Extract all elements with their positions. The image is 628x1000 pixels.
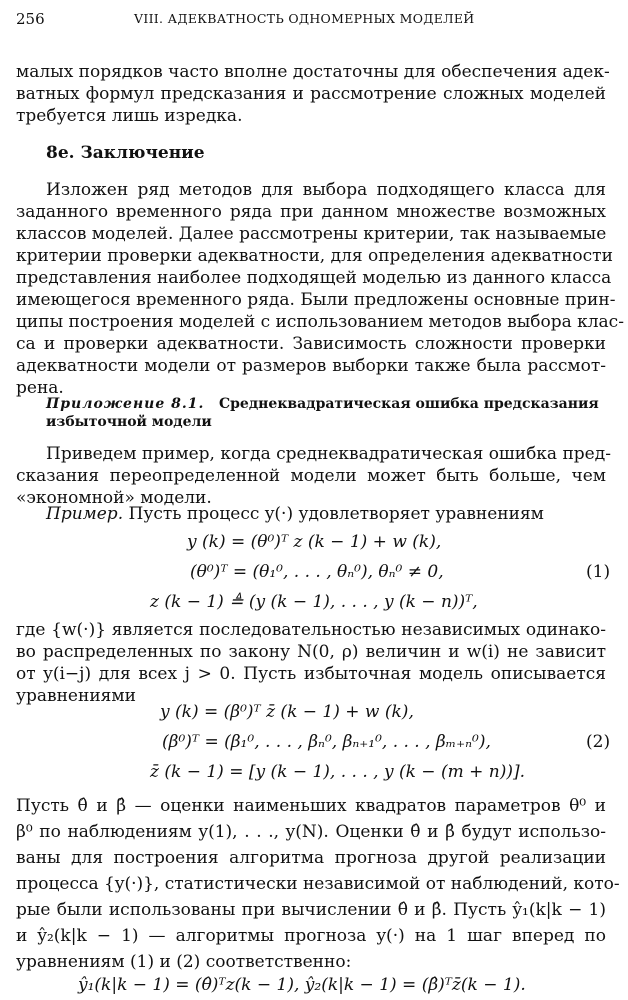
text-line: малых порядков часто вполне достаточны для обеспечения адек- <box>16 62 610 82</box>
text-line: во распределенных по закону N(0, ρ) величин и w(i) не зависит <box>16 642 606 662</box>
text-line: са и проверки адекватности. Зависимость сложности проверки <box>16 334 606 354</box>
text-line: ватных формул предсказания и рассмотрение сложных моделей <box>16 84 606 104</box>
example-text: Пусть процесс y(·) удовлетворяет уравнениям <box>128 504 544 524</box>
appendix-title-cont: избыточной модели <box>46 414 212 430</box>
text-line: где {w(·)} является последовательностью независимых одинако- <box>16 620 606 640</box>
text-line: ваны для построения алгоритма прогноза другой реализации <box>16 848 606 868</box>
text-line: критерии проверки адекватности, для определения адекватности <box>16 246 613 266</box>
text-line: уравнениям (1) и (2) соответственно: <box>16 952 352 972</box>
text-line: заданного временного ряда при данном множестве возможных <box>16 202 606 222</box>
appendix-heading <box>46 396 599 412</box>
equation-2-line-1: y (k) = (β⁰)ᵀ z̄ (k − 1) + w (k), <box>160 702 414 722</box>
equation-3: ŷ₁(k|k − 1) = (θ̂)ᵀz(k − 1), ŷ₂(k|k − 1) = (β̂)ᵀz̄(k − 1). <box>78 975 526 995</box>
text-line: Пусть θ̂ и β̂ — оценки наименьших квадратов параметров θ⁰ и <box>16 796 606 816</box>
example-label: Пример. <box>46 504 124 524</box>
text-line: рена. <box>16 378 64 398</box>
text-line: уравнениями <box>16 686 136 706</box>
text-line: адекватности модели от размеров выборки также была рассмот- <box>16 356 606 376</box>
text-line: представления наиболее подходящей моделью из данного класса <box>16 268 612 288</box>
appendix-title: Среднеквадратическая ошибка предсказания <box>219 396 599 412</box>
text-line: ципы построения моделей с использованием методов выбора клас- <box>16 312 624 332</box>
text-line: требуется лишь изредка. <box>16 106 243 126</box>
text-line: от y(i−j) для всех j > 0. Пусть избыточная модель описывается <box>16 664 606 684</box>
text-line: и ŷ₂(k|k − 1) — алгоритмы прогноза y(·) на 1 шаг вперед по <box>16 926 606 946</box>
text-line: имеющегося временного ряда. Были предложены основные прин- <box>16 290 616 310</box>
equation-1-line-1: y (k) = (θ⁰)ᵀ z (k − 1) + w (k), <box>187 532 442 552</box>
page-number: 256 <box>16 10 45 28</box>
running-header: VIII. АДЕКВАТНОСТЬ ОДНОМЕРНЫХ МОДЕЛЕЙ <box>134 11 475 26</box>
text-line: β⁰ по наблюдениям y(1), . . ., y(N). Оценки θ̂ и β̂ будут использо- <box>16 822 606 842</box>
equation-1-line-2: (θ⁰)ᵀ = (θ₁⁰, . . . , θₙ⁰), θₙ⁰ ≠ 0, <box>190 562 444 582</box>
equation-2-number: (2) <box>586 732 611 752</box>
text-line: классов моделей. Далее рассмотрены критерии, так называемые <box>16 224 607 244</box>
equation-2-line-3: z̄ (k − 1) = [y (k − 1), . . . , y (k − (m + n))]. <box>150 762 526 782</box>
equation-1-line-3: z (k − 1) ≜ (y (k − 1), . . . , y (k − n))ᵀ, <box>150 592 478 612</box>
text-line: Изложен ряд методов для выбора подходящего класса для <box>46 180 606 200</box>
example-line <box>46 504 544 524</box>
text-line: «экономной» модели. <box>16 488 212 508</box>
text-line: процесса {y(·)}, статистически независимой от наблюдений, кото- <box>16 874 620 894</box>
section-heading: 8е. Заключение <box>46 143 205 163</box>
appendix-label: Приложение 8.1. <box>46 396 205 412</box>
text-line: рые были использованы при вычислении θ̂ и β̂. Пусть ŷ₁(k|k − 1) <box>16 900 606 920</box>
equation-2-line-2: (β⁰)ᵀ = (β₁⁰, . . . , βₙ⁰, βₙ₊₁⁰, . . . , βₘ₊ₙ⁰), <box>162 732 491 752</box>
text-line: сказания переопределенной модели может быть больше, чем <box>16 466 606 486</box>
equation-1-number: (1) <box>586 562 611 582</box>
text-line: Приведем пример, когда среднеквадратическая ошибка пред- <box>46 444 611 464</box>
